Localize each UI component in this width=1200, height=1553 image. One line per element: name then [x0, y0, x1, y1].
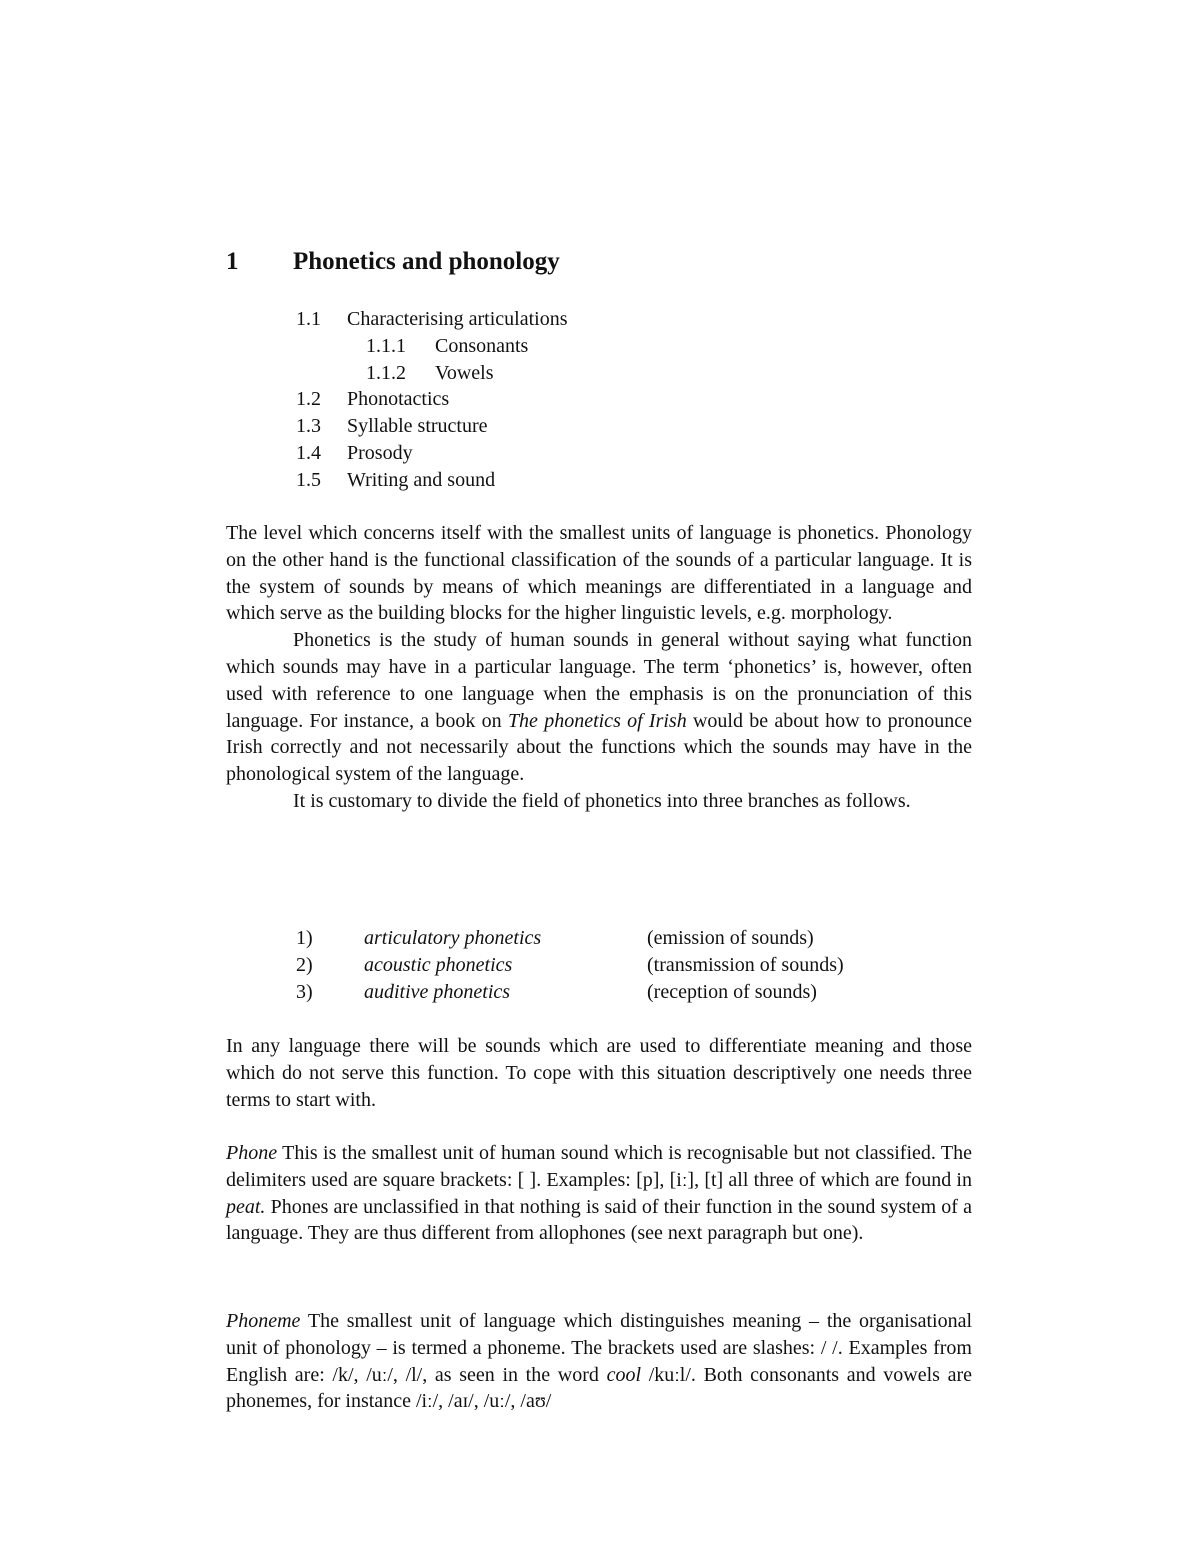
branch-term: acoustic phonetics — [364, 953, 513, 976]
chapter-number: 1 — [226, 248, 239, 275]
branch-number: 1) — [296, 927, 313, 949]
paragraph-4: In any language there will be sounds which are used to differentiate meaning and those which do not serve this function. To cope with this situation descriptively one needs three terms to start with. — [226, 1035, 972, 1111]
phone-text: This is the smallest unit of human sound which is recognisable but not classified. The delimiters used are square brackets: [ ]. Examples: [p], [iː], [t] all three of which are found in — [226, 1142, 972, 1191]
paragraph-2-text: Phonetics is the study of human sounds in general without saying what function which sounds may have in a particular language. The term ‘phonetics’ is, however, often used with reference to one language when the emphasis is on the pronunciation of this language. For instance, a book on — [226, 629, 972, 732]
chapter-title: Phonetics and phonology — [293, 248, 560, 275]
paragraph-1: The level which concerns itself with the smallest units of language is phonetics. Phonology on the other hand is the functional classification of the sounds of a particular language. It is the system of sounds by means of which meanings are differentiated in a language and which serve as the building blocks for the higher linguistic levels, e.g. morphology. — [226, 522, 972, 625]
paragraph-3: It is customary to divide the field of phonetics into three branches as follows. — [293, 789, 911, 812]
paragraph-2 — [226, 627, 972, 788]
branch-number: 3) — [296, 980, 313, 1003]
phoneme-paragraph — [226, 1308, 972, 1415]
toc-title: Writing and sound — [347, 468, 496, 491]
toc-number: 1.4 — [296, 441, 321, 464]
branch-description: (transmission of sounds) — [647, 953, 844, 976]
book-title: The phonetics of Irish — [507, 709, 687, 732]
phoneme-text: The smallest unit of language which distinguishes meaning – the organisational unit of phonology – is termed a phoneme. The brackets used are slashes: / /. Examples from English are: /k/, /uː/, /l/, as seen in the word — [226, 1310, 972, 1386]
branch-term: articulatory phonetics — [364, 927, 542, 949]
toc-number: 1.5 — [296, 468, 321, 491]
branch-description: (reception of sounds) — [647, 980, 817, 1003]
toc-title: Prosody — [347, 441, 413, 464]
paragraph-2-text-end: would be about how to pronounce Irish correctly and not necessarily about the functions which the sounds may have in the phonological system of the language. — [226, 709, 972, 786]
toc-number: 1.3 — [296, 415, 321, 438]
toc-number: 1.2 — [296, 388, 321, 411]
paragraph-4-block — [226, 1033, 972, 1113]
phone-text-end: Phones are unclassified in that nothing is said of their function in the sound system of a language. They are thus different from allophones (see next paragraph but one). — [226, 1195, 972, 1245]
toc-title: Phonotactics — [347, 388, 450, 411]
branch-number: 2) — [296, 953, 313, 976]
branch-description: (emission of sounds) — [647, 927, 814, 949]
phone-example-word: peat. — [226, 1195, 266, 1218]
phone-term: Phone — [226, 1142, 278, 1164]
toc-number: 1.1.1 — [366, 334, 406, 357]
phoneme-example-word: cool — [606, 1363, 642, 1386]
phoneme-term: Phoneme — [226, 1310, 301, 1332]
toc-title: Characterising articulations — [347, 308, 568, 330]
phone-paragraph — [226, 1140, 972, 1247]
phoneme-text-end: /kuːl/. Both consonants and vowels are phonemes, for instance /iː/, /aɪ/, /uː/, /aʊ/ — [226, 1363, 973, 1413]
toc-title: Syllable structure — [347, 415, 488, 438]
toc-title: Vowels — [435, 361, 494, 384]
phone-definition — [226, 1140, 972, 1247]
chapter-heading — [226, 248, 560, 276]
intro-text — [226, 520, 972, 815]
branch-term: auditive phonetics — [364, 980, 511, 1003]
toc-title: Consonants — [435, 334, 529, 357]
toc-number: 1.1 — [296, 308, 321, 330]
toc-number: 1.1.2 — [366, 361, 406, 384]
phoneme-definition — [226, 1308, 972, 1415]
